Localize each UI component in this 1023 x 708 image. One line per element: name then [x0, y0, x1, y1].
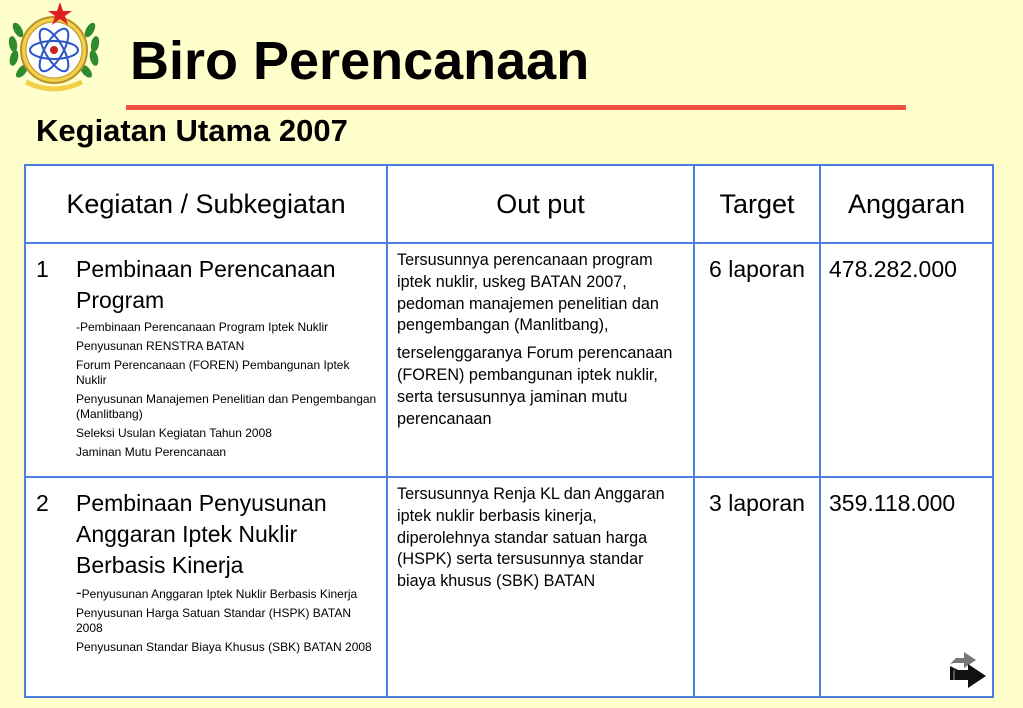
column-header-budget: Anggaran: [820, 165, 993, 243]
subactivity-list: [76, 585, 378, 655]
budget-cell: 359.118.000: [820, 477, 993, 697]
subactivity-item: Penyusunan Standar Biaya Khusus (SBK) BATAN 2008: [76, 640, 372, 654]
batan-emblem-icon: [4, 0, 104, 96]
row-number: 2: [36, 490, 49, 516]
activities-table: [24, 164, 994, 698]
activity-title: Pembinaan Penyusunan Anggaran Iptek Nuklir Berbasis Kinerja: [76, 490, 327, 578]
column-header-activity: Kegiatan / Subkegiatan: [25, 165, 387, 243]
subactivity-item: Seleksi Usulan Kegiatan Tahun 2008: [76, 426, 272, 440]
output-cell: [387, 477, 694, 697]
subactivity-item: Penyusunan Manajemen Penelitian dan Pengembangan (Manlitbang): [76, 392, 377, 421]
subactivity-item: Jaminan Mutu Perencanaan: [76, 445, 227, 459]
subactivity-item: -Pembinaan Perencanaan Program Iptek Nuklir: [76, 320, 329, 334]
column-header-output: Out put: [387, 165, 694, 243]
subactivity-item: Penyusunan RENSTRA BATAN: [76, 339, 245, 353]
row-number: 1: [36, 256, 49, 282]
activity-cell: [25, 243, 387, 477]
title-underline: [126, 105, 906, 110]
subactivity-item: Forum Perencanaan (FOREN) Pembangunan Iptek Nuklir: [76, 358, 350, 387]
table-header-row: [25, 165, 993, 243]
subactivity-dash: -: [76, 583, 82, 602]
output-text: terselenggaranya Forum perencanaan (FOREN) pembangunan iptek nuklir, serta tersusunnya jaminan mutu perencanaan: [397, 344, 673, 428]
target-cell: 3 laporan: [694, 477, 820, 697]
target-cell: 6 laporan: [694, 243, 820, 477]
page-title: Biro Perencanaan: [130, 31, 590, 91]
output-text: Tersusunnya Renja KL dan Anggaran iptek nuklir berbasis kinerja, diperolehnya standar satuan harga (HSPK) serta tersusunnya standar biaya khusus (SBK) BATAN: [397, 485, 665, 591]
page-subtitle: Kegiatan Utama 2007: [36, 113, 348, 148]
next-slide-arrow-icon[interactable]: [946, 650, 988, 692]
subactivity-list: [76, 320, 378, 460]
activity-cell: [25, 477, 387, 697]
budget-cell: 478.282.000: [820, 243, 993, 477]
table-row: [25, 243, 993, 477]
subactivity-item: Penyusunan Harga Satuan Standar (HSPK) BATAN 2008: [76, 606, 352, 635]
activity-title: Pembinaan Perencanaan Program: [76, 256, 336, 313]
output-text: Tersusunnya perencanaan program iptek nuklir, uskeg BATAN 2007, pedoman manajemen penelitian dan pengembangan (Manlitbang),: [397, 251, 659, 335]
subactivity-item: -Penyusunan Anggaran Iptek Nuklir Berbasis Kinerja: [76, 583, 358, 602]
column-header-target: Target: [694, 165, 820, 243]
table-row: [25, 477, 993, 697]
output-cell: [387, 243, 694, 477]
